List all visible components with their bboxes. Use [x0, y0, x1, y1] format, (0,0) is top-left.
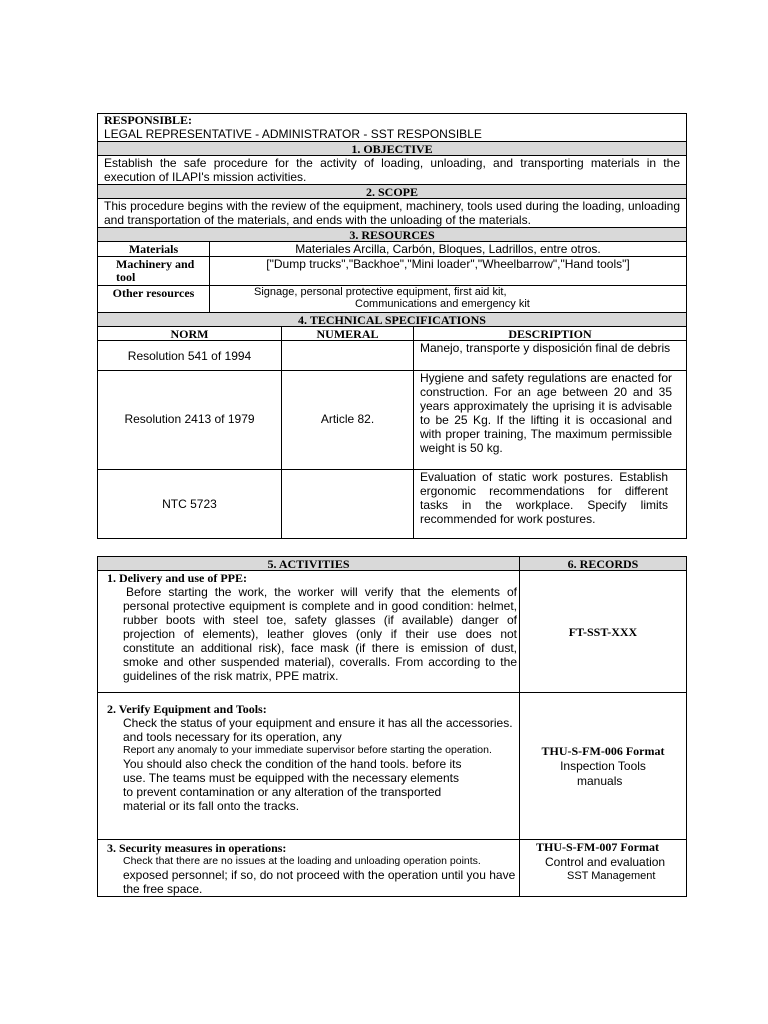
resource-other-line1: Signage, personal protective equipment, first aid kit,	[254, 286, 507, 298]
record-cell	[520, 693, 686, 840]
activities-table	[97, 556, 687, 897]
col-description-header: DESCRIPTION	[414, 327, 686, 341]
activity-item	[98, 840, 520, 896]
technical-heading: 4. TECHNICAL SPECIFICATIONS	[98, 313, 686, 327]
resource-label-machinery: Machinery and tool	[98, 257, 210, 286]
record-code: THU-S-FM-006 Format	[541, 744, 665, 758]
responsible-value: LEGAL REPRESENTATIVE - ADMINISTRATOR - SST RESPONSIBLE	[104, 127, 482, 141]
activity-item	[98, 693, 520, 840]
record-cell	[520, 571, 686, 693]
scope-heading: 2. SCOPE	[98, 185, 686, 199]
resource-value-machinery: ["Dump trucks","Backhoe","Mini loader","Wheelbarrow","Hand tools"]	[210, 257, 686, 286]
resource-other-line2: Communications and emergency kit	[355, 298, 530, 310]
resource-label-materials: Materials	[98, 242, 210, 257]
records-heading: 6. RECORDS	[520, 557, 686, 571]
record-line: manuals	[577, 774, 623, 788]
activity-note: Check that there are no issues at the loading and unloading operation points.	[123, 855, 481, 867]
record-cell	[520, 840, 686, 896]
scope-text: This procedure begins with the review of the equipment, machinery, tools used during the loading, unloading and transportation of the materials, and ends with the unloading of the materials.	[98, 199, 686, 228]
activity-title: 1. Delivery and use of PPE:	[107, 571, 247, 585]
record-line: Control and evaluation	[545, 855, 666, 869]
record-code: FT-SST-XXX	[568, 625, 638, 639]
procedure-table	[97, 113, 687, 539]
activity-item	[98, 571, 520, 693]
description-cell: Evaluation of static work postures. Establish ergonomic recommendations for different tasks in the workplace. Specify limits recommended for work postures.	[420, 470, 668, 526]
activity-body: Check the status of your equipment and ensure it has all the accessories. and tools necessary for its operation, any	[123, 716, 513, 744]
description-cell: Manejo, transporte y disposición final de debris	[414, 341, 686, 371]
resource-label-other: Other resources	[98, 286, 210, 313]
objective-heading: 1. OBJECTIVE	[98, 142, 686, 156]
resources-heading: 3. RESOURCES	[98, 228, 686, 242]
numeral-cell	[282, 341, 414, 371]
numeral-cell: Article 82.	[282, 371, 414, 470]
responsible-section	[98, 114, 686, 142]
norm-cell: Resolution 541 of 1994	[98, 341, 282, 371]
resource-value-other	[210, 286, 686, 313]
activity-body: exposed personnel; if so, do not proceed with the operation until you have the free space.	[123, 868, 516, 896]
responsible-label: RESPONSIBLE:	[104, 113, 193, 127]
activity-body: Before starting the work, the worker will verify that the elements of personal protective equipment is complete and in good condition: helmet, rubber boots with steel toe, safety glasses (if available) danger of projection of elements), leather gloves (only if their use does not constitute an additional risk), face mask (if there is emission of dust, smoke and other suspended material), coveralls. From according to the guidelines of the risk matrix, PPE matrix.	[123, 585, 517, 683]
objective-text: Establish the safe procedure for the activity of loading, unloading, and transporting materials in the execution of ILAPI's mission activities.	[98, 156, 686, 185]
record-line: Inspection Tools	[560, 759, 646, 773]
resource-value-materials: Materiales Arcilla, Carbón, Bloques, Ladrillos, entre otros.	[210, 242, 686, 257]
norm-cell: NTC 5723	[98, 470, 282, 538]
activities-heading: 5. ACTIVITIES	[98, 557, 520, 571]
col-numeral-header: NUMERAL	[282, 327, 414, 341]
activity-note: Report any anomaly to your immediate supervisor before starting the operation.	[123, 744, 492, 756]
col-norm-header: NORM	[98, 327, 282, 341]
activity-body: You should also check the condition of the hand tools. before its use. The teams must be equipped with the necessary elements to prevent contamination or any alteration of the transported material or its fall onto the tracks.	[123, 757, 462, 813]
numeral-cell	[282, 470, 414, 538]
description-cell: Hygiene and safety regulations are enacted for construction. For an age between 20 and 35 years approximately the uprising it is advisable to be 25 Kg. If the lifting it is occasional and with proper training, The maximum permissible weight is 50 kg.	[414, 371, 686, 470]
activity-title: 3. Security measures in operations:	[107, 841, 287, 855]
activity-title: 2. Verify Equipment and Tools:	[107, 702, 267, 716]
record-line: SST Management	[567, 870, 656, 882]
record-code: THU-S-FM-007 Format	[536, 840, 659, 854]
norm-cell: Resolution 2413 of 1979	[98, 371, 282, 470]
